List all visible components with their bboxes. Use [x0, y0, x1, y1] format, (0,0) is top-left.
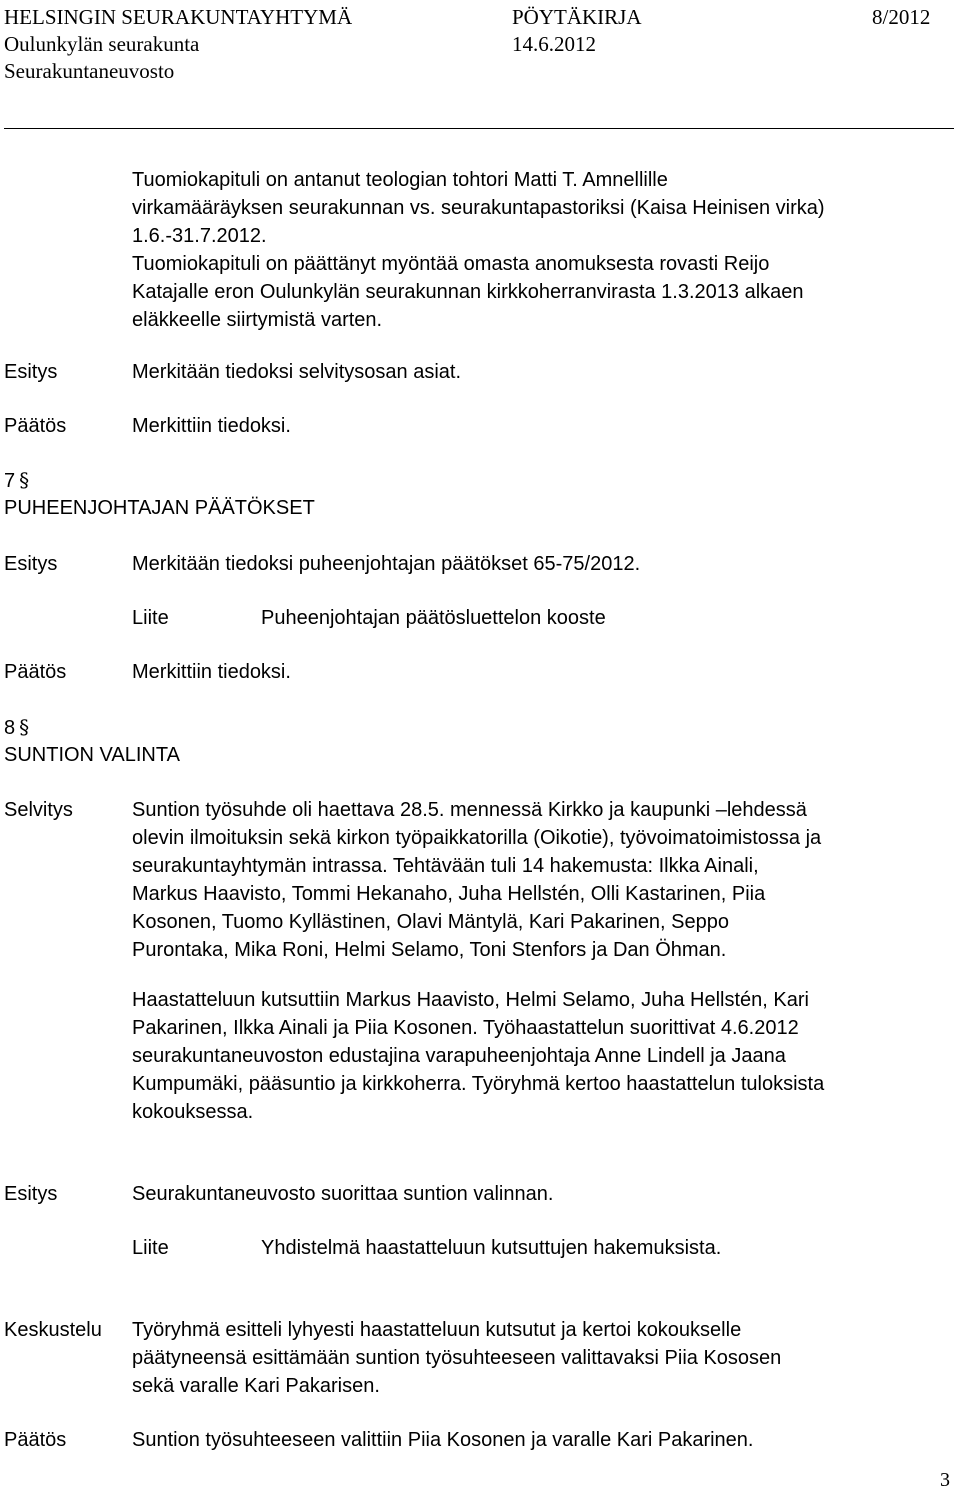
header-parish: Oulunkylän seurakunta [4, 32, 200, 56]
section-number: 8 § [4, 715, 30, 739]
text-line: eläkkeelle siirtymistä varten. [132, 309, 383, 331]
section-sign-icon: § [19, 715, 30, 739]
section-number: 7 § [4, 468, 30, 492]
selvitys-paragraph-2 [132, 986, 958, 1126]
esitys-text: Merkitään tiedoksi selvitysosan asiat. [132, 361, 462, 383]
text-line: kokouksessa. [132, 1101, 254, 1123]
page-number: 3 [940, 1469, 950, 1491]
text-line: virkamääräyksen seurakunnan vs. seurakuntapastoriksi (Kaisa Heinisen virka) [132, 197, 825, 219]
esitys-text: Seurakuntaneuvosto suorittaa suntion valinnan. [132, 1183, 554, 1205]
liite-label: Liite [132, 607, 169, 629]
text-line: olevin ilmoituksin sekä kirkon työpaikkatorilla (Oikotie), työvoimatoimistossa ja [132, 827, 822, 849]
esitys-label: Esitys [4, 553, 58, 575]
liite-label: Liite [132, 1237, 169, 1259]
text-line: päätyneensä esittämään suntion työsuhteeseen valittavaksi Piia Kososen [132, 1347, 782, 1369]
text-line: seurakuntayhtymän intrassa. Tehtävään tuli 14 hakemusta: Ilkka Ainali, [132, 855, 759, 877]
paatos-label: Päätös [4, 415, 67, 437]
header-divider [4, 128, 954, 129]
paatos-text: Merkittiin tiedoksi. [132, 661, 291, 683]
esitys-label: Esitys [4, 1183, 58, 1205]
paatos-text: Merkittiin tiedoksi. [132, 415, 291, 437]
esitys-text: Merkitään tiedoksi puheenjohtajan päätökset 65-75/2012. [132, 553, 641, 575]
text-line: Tuomiokapituli on antanut teologian tohtori Matti T. Amnellille [132, 169, 668, 191]
keskustelu-label: Keskustelu [4, 1319, 102, 1341]
text-line: Työryhmä esitteli lyhyesti haastatteluun kutsutut ja kertoi kokoukselle [132, 1319, 742, 1341]
paatos-label: Päätös [4, 1429, 67, 1451]
section-sign-icon: § [19, 468, 30, 492]
esitys-label: Esitys [4, 361, 58, 383]
text-line: Katajalle eron Oulunkylän seurakunnan kirkkoherranvirasta 1.3.2013 alkaen [132, 281, 804, 303]
text-line: Kosonen, Tuomo Kyllästinen, Olavi Mäntylä, Kari Pakarinen, Seppo [132, 911, 729, 933]
header-body: Seurakuntaneuvosto [4, 59, 175, 83]
section-title: SUNTION VALINTA [4, 744, 180, 766]
intro-paragraph [132, 166, 958, 334]
text-line: sekä varalle Kari Pakarisen. [132, 1375, 380, 1397]
text-line: Suntion työsuhde oli haettava 28.5. mennessä Kirkko ja kaupunki –lehdessä [132, 799, 807, 821]
header-doc-type: PÖYTÄKIRJA [512, 5, 642, 29]
paatos-label: Päätös [4, 661, 67, 683]
liite-text: Puheenjohtajan päätösluettelon kooste [261, 607, 606, 629]
text-line: 1.6.-31.7.2012. [132, 225, 267, 247]
text-line: Tuomiokapituli on päättänyt myöntää omasta anomuksesta rovasti Reijo [132, 253, 770, 275]
selvitys-label: Selvitys [4, 799, 73, 821]
text-line: Markus Haavisto, Tommi Hekanaho, Juha Hellstén, Olli Kastarinen, Piia [132, 883, 766, 905]
selvitys-paragraph [132, 796, 958, 964]
header-date: 14.6.2012 [512, 32, 596, 56]
liite-text: Yhdistelmä haastatteluun kutsuttujen hakemuksista. [261, 1237, 722, 1259]
header-number: 8/2012 [872, 5, 931, 29]
text-line: Purontaka, Mika Roni, Helmi Selamo, Toni Stenfors ja Dan Öhman. [132, 939, 727, 961]
text-line: Kumpumäki, pääsuntio ja kirkkoherra. Työryhmä kertoo haastattelun tuloksista [132, 1073, 825, 1095]
section-title: PUHEENJOHTAJAN PÄÄTÖKSET [4, 497, 315, 519]
text-line: seurakuntaneuvoston edustajina varapuheenjohtaja Anne Lindell ja Jaana [132, 1045, 786, 1067]
paatos-text: Suntion työsuhteeseen valittiin Piia Kosonen ja varalle Kari Pakarinen. [132, 1429, 754, 1451]
keskustelu-paragraph [132, 1316, 958, 1400]
text-line: Pakarinen, Ilkka Ainali ja Piia Kosonen. Työhaastattelun suorittivat 4.6.2012 [132, 1017, 799, 1039]
header-org: HELSINGIN SEURAKUNTAYHTYMÄ [4, 5, 353, 29]
text-line: Haastatteluun kutsuttiin Markus Haavisto, Helmi Selamo, Juha Hellstén, Kari [132, 989, 809, 1011]
page-header [4, 4, 954, 85]
